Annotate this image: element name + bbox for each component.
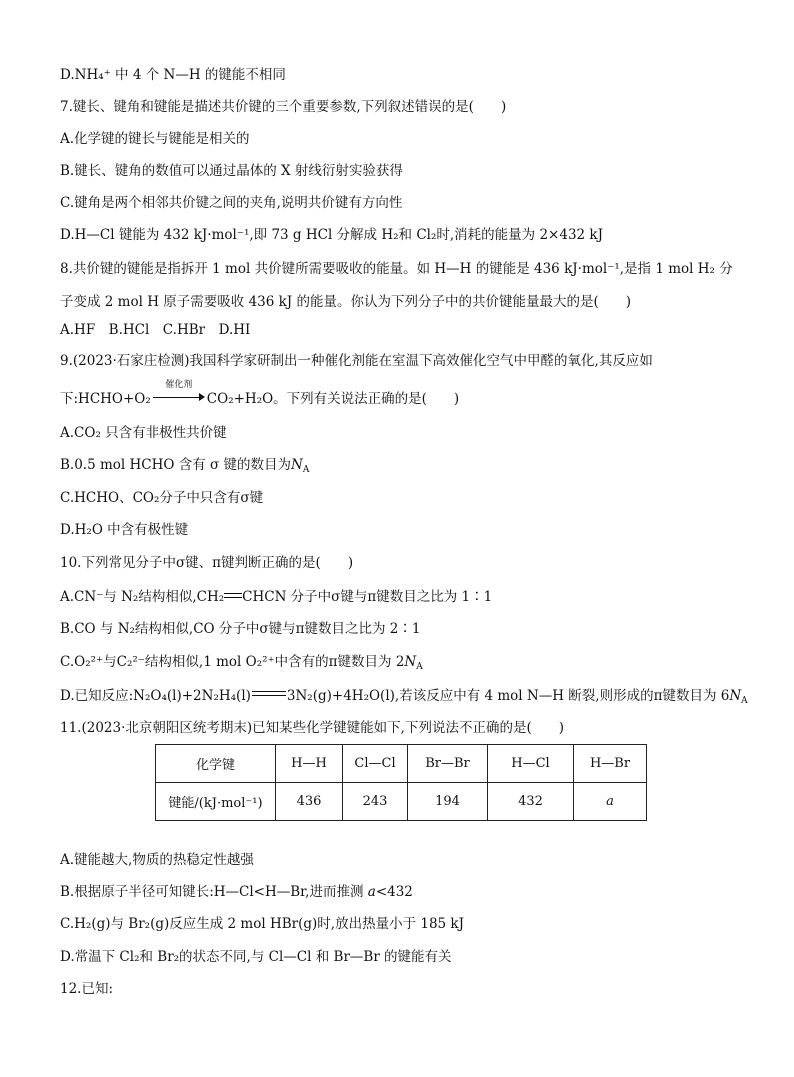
table-cell: a — [574, 783, 647, 821]
table-header-cell: H—Br — [574, 745, 647, 783]
variable-a: a — [367, 884, 376, 900]
table-cell: 432 — [488, 783, 574, 821]
q9-stem-line1: 9.(2023·石家庄检测)我国科学家研制出一种催化剂能在室温下高效催化空气中甲醛的氧化,其反应如 — [60, 353, 653, 369]
catalyst-label: 催化剂 — [165, 380, 193, 390]
avogadro-symbol: N — [729, 688, 742, 704]
q9-option-b — [60, 453, 309, 475]
table-header-cell: H—H — [276, 745, 343, 783]
q10-option-c — [60, 650, 423, 672]
q8-options: A.HF B.HCl C.HBr D.HI — [60, 322, 251, 338]
avogadro-symbol: N — [291, 457, 303, 473]
table-row — [156, 783, 647, 821]
q10-option-a-text: A.CN⁻与 N₂结构相似,CH₂ — [60, 589, 225, 605]
avogadro-symbol: N — [404, 654, 417, 670]
q7-option-c: C.键角是两个相邻共价键之间的夹角,说明共价键有方向性 — [60, 195, 403, 211]
q9-stem-line2 — [60, 380, 460, 407]
q10-option-a — [60, 585, 492, 605]
q9-reactants: 下:HCHO+O₂ — [60, 391, 151, 407]
table-cell: 436 — [276, 783, 343, 821]
equals-sign — [252, 688, 286, 700]
avogadro-subscript: A — [416, 662, 423, 672]
q9-option-d: D.H₂O 中含有极性键 — [60, 522, 189, 538]
table-cell: 194 — [408, 783, 488, 821]
q6-option-d: D.NH₄⁺ 中 4 个 N—H 的键能不相同 — [60, 67, 286, 83]
avogadro-subscript: A — [302, 465, 310, 475]
table-header-cell: Br—Br — [408, 745, 488, 783]
q8-stem-line2: 子变成 2 mol H 原子需要吸收 436 kJ 的能量。你认为下列分子中的共价键能量最大的是( ) — [60, 294, 632, 310]
table-header-cell: 化学键 — [156, 745, 276, 783]
q11-stem: 11.(2023·北京朝阳区统考期末)已知某些化学键键能如下,下列说法不正确的是( ) — [60, 720, 564, 736]
q7-option-d: D.H—Cl 键能为 432 kJ·mol⁻¹,即 73 g HCl 分解成 H₂和 Cl₂时,消耗的能量为 2×432 kJ — [60, 227, 604, 243]
table-cell: 键能/(kJ·mol⁻¹) — [156, 783, 276, 821]
q7-option-a: A.化学键的键长与键能是相关的 — [60, 131, 250, 147]
q11-option-c: C.H₂(g)与 Br₂(g)反应生成 2 mol HBr(g)时,放出热量小于 185 kJ — [60, 916, 465, 932]
q11-option-d: D.常温下 Cl₂和 Br₂的状态不同,与 Cl—Cl 和 Br—Br 的键能有关 — [60, 949, 452, 965]
q11-option-b-text: B.根据原子半径可知键长:H—Cl<H—Br,进而推测 — [60, 884, 368, 900]
table-header-cell: Cl—Cl — [343, 745, 408, 783]
q10-option-d-rest: 3N₂(g)+4H₂O(l),若该反应中有 4 mol N—H 断裂,则形成的π键数目为 6 — [286, 688, 730, 704]
q11-option-b-rest: <432 — [375, 884, 413, 900]
q9-option-c: C.HCHO、CO₂分子中只含有σ键 — [60, 490, 264, 506]
table-header-row — [156, 745, 647, 783]
q11-option-b — [60, 880, 413, 900]
q11-option-a: A.键能越大,物质的热稳定性越强 — [60, 852, 254, 868]
q12-stem: 12.已知: — [60, 981, 114, 997]
q10-stem: 10.下列常见分子中σ键、π键判断正确的是( ) — [60, 555, 354, 571]
q7-stem: 7.键长、键角和键能是描述共价键的三个重要参数,下列叙述错误的是( ) — [60, 99, 507, 115]
avogadro-subscript: A — [741, 696, 748, 706]
q10-option-c-text: C.O₂²⁺与C₂²⁻结构相似,1 mol O₂²⁺中含有的π键数目为 2 — [60, 654, 405, 670]
q7-option-b: B.键长、键角的数值可以通过晶体的 X 射线衍射实验获得 — [60, 163, 403, 179]
bond-energy-table — [155, 744, 647, 821]
q10-option-d — [60, 684, 748, 706]
table-cell: 243 — [343, 783, 408, 821]
reaction-arrow — [153, 380, 205, 405]
table-header-cell: H—Cl — [488, 745, 574, 783]
q10-option-b: B.CO 与 N₂结构相似,CO 分子中σ键与π键数目之比为 2∶1 — [60, 621, 421, 637]
q9-option-a: A.CO₂ 只含有非极性共价键 — [60, 425, 227, 441]
q10-option-d-text: D.已知反应:N₂O₄(l)+2N₂H₄(l) — [60, 688, 251, 704]
q10-option-a-rest: CHCN 分子中σ键与π键数目之比为 1∶1 — [242, 589, 493, 605]
q8-stem-line1: 8.共价键的键能是指拆开 1 mol 共价键所需要吸收的能量。如 H—H 的键能是 436 kJ·mol⁻¹,是指 1 mol H₂ 分 — [60, 261, 733, 277]
q9-products: CO₂+H₂O。下列有关说法正确的是( ) — [206, 391, 460, 407]
double-bond — [224, 590, 242, 600]
q9-option-b-text: B.0.5 mol HCHO 含有 σ 键的数目为 — [60, 457, 292, 473]
